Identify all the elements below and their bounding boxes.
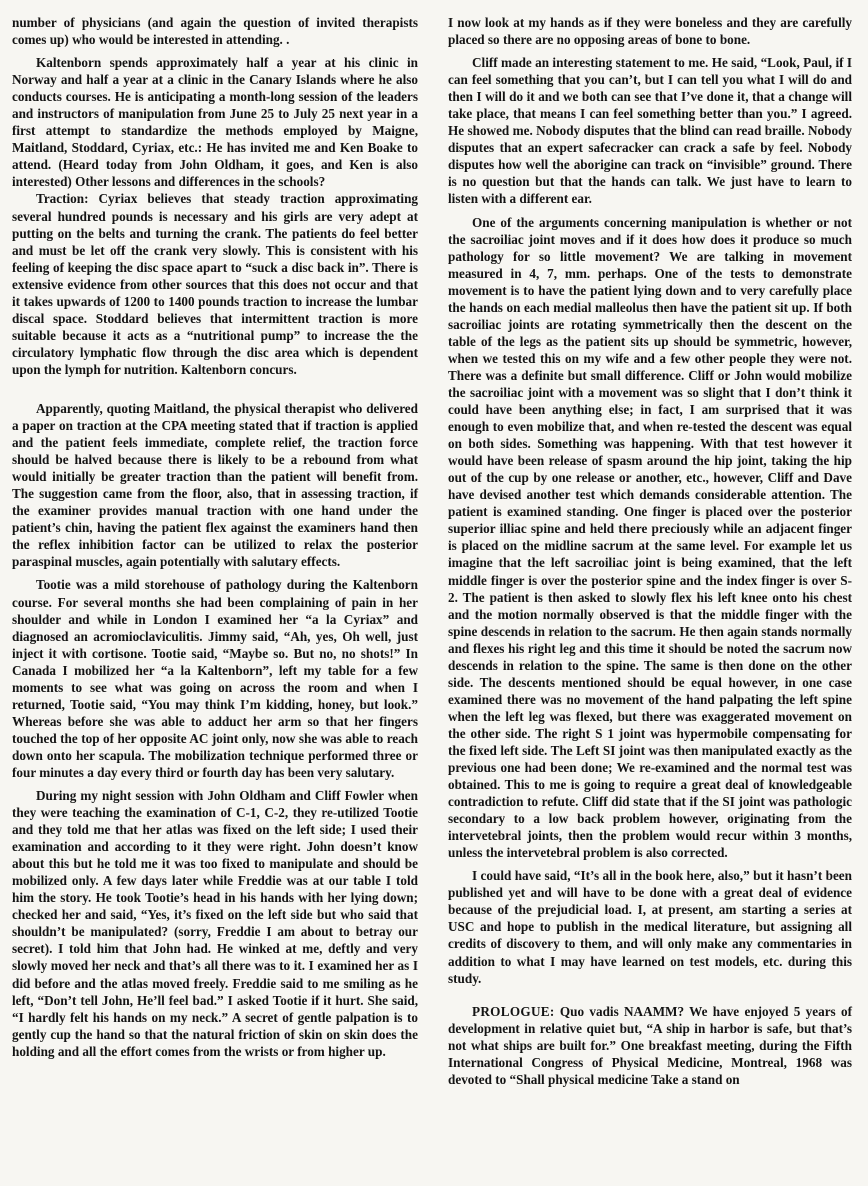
paragraph: I could have said, “It’s all in the book here, also,” but it hasn’t been published yet and will have to be done with a great deal of evidence because of the prejudicial load. I, at present, am starting a series at USC and hope to publish in the medical literature, but assigning all credits of discovery to them, and will only make any commentaries in addition to what I may have learned on test models, etc. during this study. bbox=[448, 868, 852, 986]
prologue-text: Quo vadis NAAMM? We have enjoyed 5 years of development in relative quiet but, “A ship in harbor is safe, but that’s not what ships are built for.” One breakfast meeting, during the Fifth International Congress of Physical Medicine, Montreal, 1968 was devoted to “Shall physical medicine Take a stand on bbox=[448, 1003, 852, 1087]
paragraph: number of physicians (and again the question of invited therapists comes up) who would be interested in attending. . bbox=[12, 15, 418, 48]
paragraph: Cliff made an interesting statement to me. He said, “Look, Paul, if I can feel something that you can’t, but I can tell you what I will do and then I will do it and we both can see that I’ve done it, that a change will take place, that means I can feel something better than you.” I agreed. He showed me. Nobody disputes that the blind can read braille. Nobody disputes that an expert safecracker can crack a safe by feel. Nobody disputes how well the aborigine can track on “invisible” ground. There is no question but that the hands can talk. We just have to learn to listen with a different ear. bbox=[448, 55, 852, 207]
left-column bbox=[12, 14, 418, 1060]
prologue-heading: PROLOGUE: bbox=[472, 1003, 555, 1019]
paragraph: One of the arguments concerning manipulation is whether or not the sacroiliac joint moves and if it does how does it produce so much pathology for so little movement? We are talking in movement measured in 4, 7, mm. perhaps. One of the tests to demonstrate movement is to have the patient lying down and to very carefully place the hands on each medial malleolus then have the patient sit up. If both sacroiliac joints are rotating symmetrically then the descent on the table of the legs as the patient sits up should be symmetric, however, when we tested this on my wife and a few other people they were not. There was a definite but small difference. Cliff or John would mobilize the sacroiliac joint with a movement was so slight that I don’t think it could have been anything else; in fact, I am surprised that it was enough to even mobilize that, and when re-tested the descent was equal on both sides. Something was happening. With that test however it would have been release of spasm around the hip joint, taking the hip out of the cup by one release or another, etc., however, Cliff and Dave have devised another test which demands considerable attention. The patient is examined standing. One finger is placed over the posterior superior illiac spine and held there preciously while an adjacent finger is placed on the midline sacrum at the same level. For example let us imagine that the left sacroiliac joint is being examined, that the left middle finger is over the posterior spine and the index finger is over S-2. The patient is then asked to slowly flex his left knee onto his chest and the motion normally observed is that the middle finger with the spine descends in relation to the sacrum. He then again stands normally and flexes his right leg and this time it should be noted the sacrum now descends in relation to the spine. The same is then done on the other side. The descents mentioned should be equal however, in one case examined there was no movement of the hand palpating the left spine when the left leg was flexed, but there was exaggerated movement on the other side. The right S 1 joint was hypermobile compensating for the fixed left side. The Left SI joint was then manipulated exactly as the previous one had been done; We re-examined and the normal test was obtained. This to me is going to require a great deal of knowledgeable contradiction to refute. Cliff did state that if the SI joint was pathologic secondary to a low back problem however, originating from the intervetebral joints, then the problem would recur within 3 months, unless the intervetebral problem is also corrected. bbox=[448, 214, 852, 861]
right-column bbox=[448, 14, 852, 1088]
paragraph: Tootie was a mild storehouse of pathology during the Kaltenborn course. For several months she had been complaining of pain in her shoulder and while in London I examined her “a la Cyriax” and diagnosed an acromioclaviculitis. Jimmy said, “Ah, yes, Oh well, just inject it with cortisone. Tootie said, “Maybe so. But no, no shots!” In Canada I mobilized her “a la Kaltenborn”, left my table for a few moments to see what was going on across the room and when I returned, Tootie said, “You may think I’m kidding, honey, but look.” Whereas before she was able to adduct her arm so that her fingers touched the top of her opposite AC joint only, now she was able to reach down onto her scapula. The mobilization technique performed three or four minutes a day every third or fourth day has been very salutary. bbox=[12, 577, 418, 780]
paragraph: During my night session with John Oldham and Cliff Fowler when they were teaching the examination of C-1, C-2, they re-utilized Tootie and they told me that her atlas was fixed on the left side; I used their examination and according to it they were right. John doesn’t know about this but he told me it was too fixed to manipulate and should be mobilized only. A few days later while Freddie was at our table I told him the story. He took Tootie’s head in his hands with her lying down; checked her and said, “Yes, it’s fixed on the left side but who said that shouldn’t be manipulated? (sorry, Freddie I am about to betray our secret). I told him that John had. He winked at me, deftly and very slowly moved her neck and that’s all there was to it. I examined her as I did before and the atlas moved freely. Freddie said to me smiling as he left, “Don’t tell John, He’ll feel bad.” I asked Tootie if it hurt. She said, “I hardly felt his hands on my neck.” A secret of gentle palpation is to gently cup the hand so that the natural friction of skin on skin does the holding and all the effort comes from the wrists or from higher up. bbox=[12, 788, 418, 1059]
paragraph: Apparently, quoting Maitland, the physical therapist who delivered a paper on traction at the CPA meeting stated that if traction is applied and the patient feels immediate, complete relief, the traction force should be halved because there is likely to be a rebound from what would initially be greater traction than the patient will benefit from. The suggestion came from the floor, also, that in assessing traction, if the examiner provides manual traction with one hand under the patient’s chin, having the patient flex against the examiners hand then the reflex inhibition factor can be utilized to relax the posterior paraspinal muscles, again potentially with salutary effects. bbox=[12, 400, 418, 570]
paragraph: I now look at my hands as if they were boneless and they are carefully placed so there are no opposing areas of bone to bone. bbox=[448, 15, 852, 48]
paragraph: Kaltenborn spends approximately half a year at his clinic in Norway and half a year at a clinic in the Canary Islands where he also conducts courses. He is anticipating a month-long session of the leaders and instructors of manipulation from June 25 to July 25 next year in a first attempt to standardize the methods employed by Maigne, Maitland, Stoddard, Cyriax, etc.: He has invited me and Ken Boake to attend. (Heard today from John Oldham, it goes, and Ken is also interested) Other lessons and differences in the schools? bbox=[12, 55, 418, 190]
paragraph: Traction: Cyriax believes that steady traction approximating several hundred pounds is necessary and his girls are very adept at putting on the belts and turning the crank. The patients do feel better and must be let off the crank very slowly. This is consistent with his feeling of keeping the disc space apart to “suck a disc back in”. There is extensive evidence from other sources that this does not occur and that it takes upwards of 1200 to 1400 pounds traction to increase the lumbar discal space. Stoddard believes that intermittent traction is more suitable because it acts as a “nutritional pump” to increase the the circulatory lymphatic flow through the disc area which is dependent upon the lymph for nutrition. Kaltenborn concurs. bbox=[12, 191, 418, 377]
prologue-paragraph bbox=[448, 1003, 852, 1088]
